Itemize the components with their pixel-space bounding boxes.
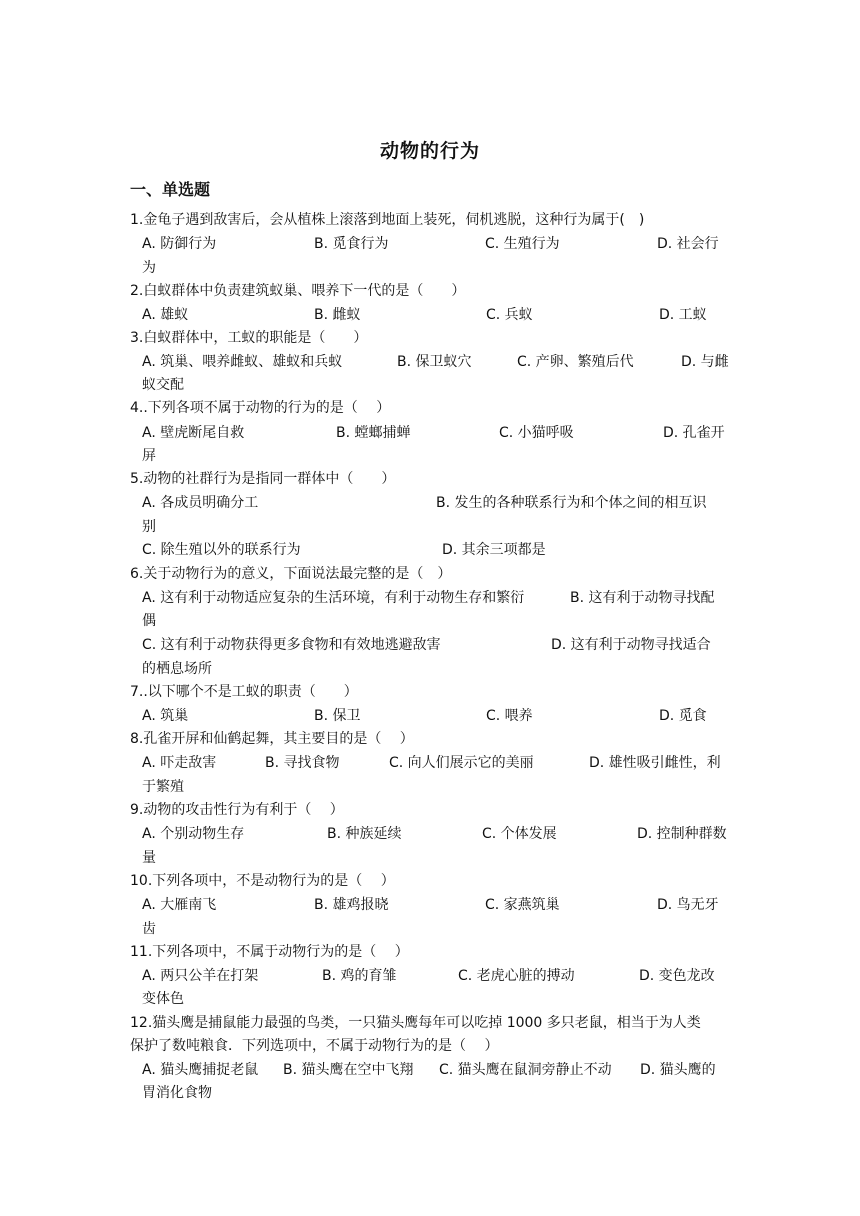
option-c: C. 向人们展示它的美丽 (389, 755, 534, 771)
option-b: B. 雄鸡报晓 (314, 897, 389, 913)
option-wrap: 屏 (142, 448, 156, 464)
option-b: B. 保卫蚁穴 (397, 354, 472, 370)
option-wrap: 蚁交配 (142, 377, 184, 393)
option-b: B. 寻找食物 (265, 755, 340, 771)
option-a: A. 筑巢 (142, 708, 189, 724)
option-b: B. 发生的各种联系行为和个体之间的相互识 (436, 495, 707, 511)
option-d: D. 工蚁 (659, 307, 707, 323)
question-stem: 11.下列各项中，不属于动物行为的是（ ） (130, 944, 409, 960)
option-wrap: 量 (142, 850, 156, 866)
option-c: C. 兵蚁 (486, 307, 533, 323)
option-c: C. 家燕筑巢 (485, 897, 560, 913)
option-a: A. 防御行为 (142, 236, 217, 252)
option-b: B. 这有利于动物寻找配 (570, 590, 715, 606)
option-wrap: 的栖息场所 (142, 661, 212, 677)
option-wrap: 于繁殖 (142, 779, 184, 795)
question-stem: 10.下列各项中，不是动物行为的是（ ） (130, 873, 395, 889)
option-c: C. 生殖行为 (485, 236, 560, 252)
option-wrap: 变体色 (142, 991, 184, 1007)
option-d: D. 与雌 (681, 354, 729, 370)
option-wrap: 别 (142, 519, 156, 535)
question-stem: 9.动物的攻击性行为有利于（ ） (130, 802, 344, 818)
option-wrap: 齿 (142, 921, 156, 937)
option-d: D. 孔雀开 (663, 425, 725, 441)
question-stem: 3.白蚁群体中，工蚁的职能是（ ） (130, 330, 368, 346)
option-d: D. 控制种群数 (637, 826, 727, 842)
section-heading: 一、单选题 (130, 180, 211, 199)
option-a: A. 筑巢、喂养雌蚁、雄蚁和兵蚁 (142, 354, 343, 370)
option-wrap: 偶 (142, 613, 156, 629)
option-b: B. 螳螂捕蝉 (336, 425, 411, 441)
option-b: B. 种族延续 (327, 826, 402, 842)
question-stem: 5.动物的社群行为是指同一群体中（ ） (130, 471, 396, 487)
option-d: D. 变色龙改 (639, 968, 715, 984)
option-c: C. 这有利于动物获得更多食物和有效地逃避敌害 (142, 637, 441, 653)
option-a: A. 雄蚁 (142, 307, 189, 323)
question-stem-continued: 保护了数吨粮食．下列选项中，不属于动物行为的是（ ） (130, 1038, 499, 1054)
option-c: C. 喂养 (486, 708, 533, 724)
option-d: D. 雄性吸引雌性，利 (589, 755, 721, 771)
option-d: D. 社会行 (657, 236, 719, 252)
option-d: D. 其余三项都是 (442, 542, 546, 558)
question-stem: 12.猫头鹰是捕鼠能力最强的鸟类，一只猫头鹰每年可以吃掉 1000 多只老鼠，相当于为人类 (130, 1015, 701, 1031)
option-a: A. 壁虎断尾自救 (142, 425, 245, 441)
option-b: B. 保卫 (314, 708, 361, 724)
option-a: A. 吓走敌害 (142, 755, 217, 771)
option-a: A. 这有利于动物适应复杂的生活环境，有利于动物生存和繁衍 (142, 590, 525, 606)
question-stem: 2.白蚁群体中负责建筑蚁巢、喂养下一代的是（ ） (130, 283, 466, 299)
question-stem: 7..以下哪个不是工蚁的职责（ ） (130, 684, 358, 700)
option-wrap: 胃消化食物 (142, 1085, 212, 1101)
option-c: C. 个体发展 (482, 826, 557, 842)
option-a: A. 个别动物生存 (142, 826, 245, 842)
question-stem: 8.孔雀开屏和仙鹤起舞，其主要目的是（ ） (130, 731, 414, 747)
option-b: B. 猫头鹰在空中飞翔 (283, 1062, 414, 1078)
option-c: C. 猫头鹰在鼠洞旁静止不动 (439, 1062, 612, 1078)
option-wrap: 为 (142, 260, 156, 276)
option-a: A. 两只公羊在打架 (142, 968, 259, 984)
option-a: A. 各成员明确分工 (142, 495, 259, 511)
option-c: C. 小猫呼吸 (499, 425, 574, 441)
option-a: A. 猫头鹰捕捉老鼠 (142, 1062, 259, 1078)
option-c: C. 产卵、繁殖后代 (517, 354, 634, 370)
option-c: C. 老虎心脏的搏动 (458, 968, 575, 984)
page-title: 动物的行为 (379, 140, 480, 162)
option-b: B. 觅食行为 (314, 236, 389, 252)
question-stem: 1.金龟子遇到敌害后，会从植株上滚落到地面上装死，伺机逃脱，这种行为属于( ) (130, 212, 645, 228)
option-b: B. 鸡的育雏 (322, 968, 397, 984)
option-d: D. 猫头鹰的 (640, 1062, 716, 1078)
question-stem: 6.关于动物行为的意义，下面说法最完整的是（ ） (130, 566, 452, 582)
option-c: C. 除生殖以外的联系行为 (142, 542, 301, 558)
option-d: D. 觅食 (659, 708, 707, 724)
option-b: B. 雌蚁 (314, 307, 361, 323)
option-d: D. 这有利于动物寻找适合 (551, 637, 711, 653)
option-a: A. 大雁南飞 (142, 897, 217, 913)
option-d: D. 鸟无牙 (657, 897, 719, 913)
question-stem: 4..下列各项不属于动物的行为的是（ ） (130, 400, 391, 416)
